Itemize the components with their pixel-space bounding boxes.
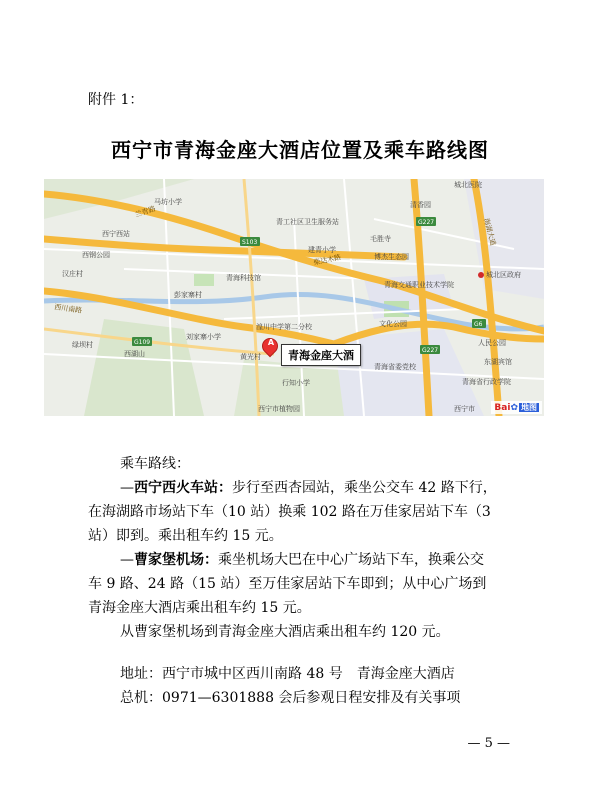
poi-lusha: 绿坝村 [72,341,93,349]
map-canvas [44,179,544,416]
road-label-haihu: 海湖大道 [482,217,498,247]
route2-dash: — [120,552,134,568]
poi-huangchuan: 湟川中学第二分校 [256,323,312,331]
contact-block [88,662,550,710]
map-logo-brand: Bai [494,403,511,413]
poi-pengjiazhai: 彭家寨村 [174,291,202,299]
attachment-label: 附件 1： [88,92,144,108]
route2-line3: 青海金座大酒店乘出租车约 15 元。 [88,600,311,616]
poi-maozhai: 毛胜寺 [370,235,391,243]
poi-wenhua-park: 文化公园 [379,320,407,328]
poi-xigang-park: 西钢公园 [82,251,110,259]
road-label-chaidamu: 柴达木路 [312,253,342,267]
page-title: 西宁市青海金座大酒店位置及乘车路线图 [111,138,489,162]
poi-qinghai-jiaotong: 青海交通职业技术学院 [384,281,454,289]
route-heading: 乘车路线： [120,456,190,472]
paw-icon: ✿ [510,403,518,413]
poi-xining-city: 西宁市 [454,405,475,413]
poi-bojie: 博杰生态园 [374,253,409,261]
route1-dash: — [120,480,134,496]
road-label-xichuan: 西川南路 [53,303,83,315]
poi-qinggong: 青工社区卫生服务站 [276,218,339,226]
poi-donghu: 东湖宾馆 [484,358,512,366]
route1-line3: 站）即到。乘出租车约 15 元。 [88,528,283,544]
road-shield-g227-north: G227 [418,219,435,226]
address: 地址：西宁市城中区西川南路 48 号 青海金座大酒店 [120,666,455,682]
map-logo-du: 地图 [521,403,537,412]
road-shield-g6: G6 [474,321,483,328]
poi-xining-west-station: 西宁西站 [102,230,130,238]
poi-xingzhi: 行知小学 [282,379,310,387]
location-pin-letter: A [267,338,275,347]
road-shield-s103: S103 [242,239,258,246]
location-map[interactable] [44,179,544,416]
poi-qingxiangyuan: 清香园 [410,201,431,209]
poi-huangguang: 黄光村 [240,353,261,361]
hotel-callout: 青海金座大酒 [281,344,361,366]
poi-chengbei-gov: 城北区政府 [486,271,521,279]
route-airport [88,548,518,620]
poi-xihu-mountain: 西湖山 [124,350,145,358]
poi-renmin-park: 人民公园 [478,339,506,347]
poi-botanical-garden: 西宁市植物园 [258,405,300,413]
poi-qinghai-party-school: 青海省委党校 [374,363,416,371]
poi-qinghai-admin-college: 青海省行政学院 [462,378,511,386]
map-logo [491,401,542,414]
poi-chengbei-hospital: 城北医院 [454,181,482,189]
phone: 总机：0971—6301888 会后参观日程安排及有关事项 [120,690,461,706]
poi-mafang: 马坊小学 [154,198,182,206]
route2-line2: 车 9 路、24 路（15 站）至万佳家居站下车即到；从中心广场到 [88,576,487,592]
route1-line1: 步行至西杏园站，乘坐公交车 42 路下行， [232,480,497,496]
poi-qinghai-tech: 青海科技馆 [226,274,261,282]
poi-hanzhuang: 汉庄村 [62,270,83,278]
page-number: — 5 — [467,736,510,751]
route2-line1: 乘坐机场大巴在中心广场站下车，换乘公交 [218,552,484,568]
road-shield-g109: G109 [134,339,151,346]
route-west-station [88,476,518,548]
route1-name: 西宁西火车站： [134,480,232,496]
route1-line2: 在海湖路市场站下车（10 站）换乘 102 路在万佳家居站下车（3 [88,504,491,520]
poi-jianqing: 建青小学 [308,246,336,254]
road-label-lanqing: 兰青路 [134,204,157,219]
route2-name: 曹家堡机场： [134,552,218,568]
route-airport-taxi: 从曹家堡机场到青海金座大酒店乘出租车约 120 元。 [120,624,450,640]
road-shield-g227-south: G227 [422,347,439,354]
poi-liujiazhai: 刘家寨小学 [186,333,221,341]
